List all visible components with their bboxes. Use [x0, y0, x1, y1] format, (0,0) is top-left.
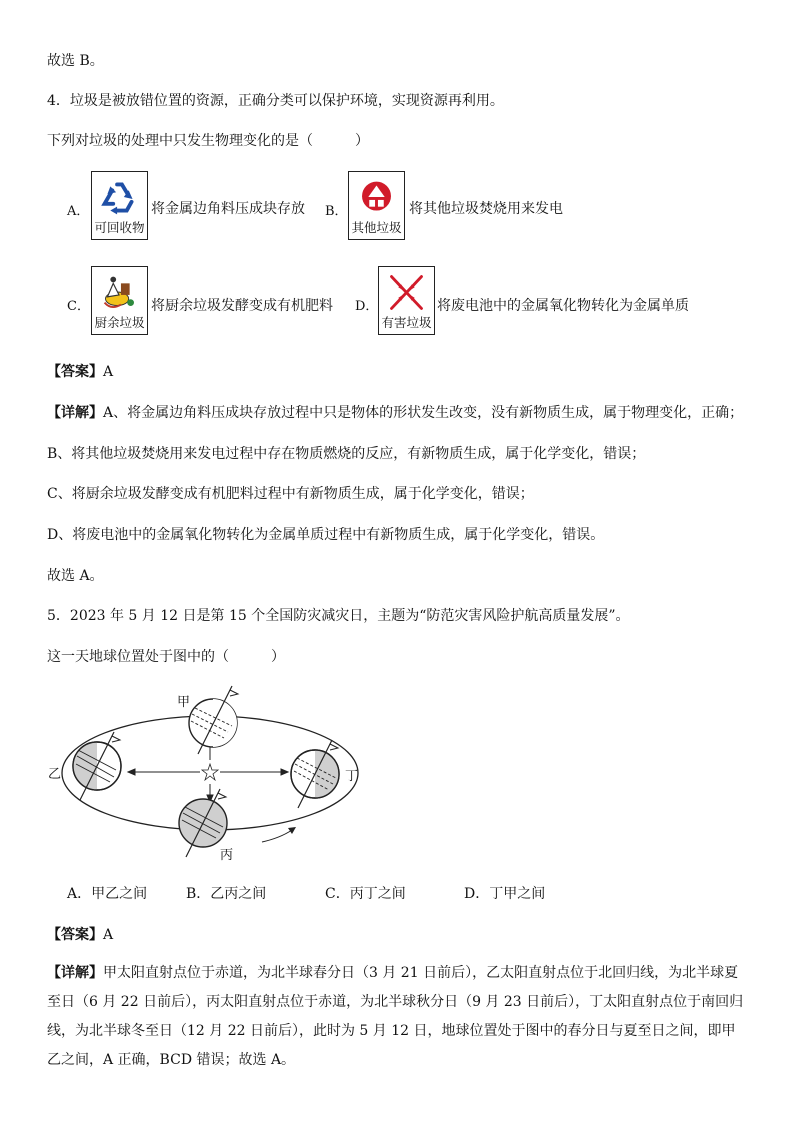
q4-stem: 4．垃圾是被放错位置的资源，正确分类可以保护环境，实现资源再利用。 [47, 93, 504, 109]
label-jia: 甲 [177, 695, 191, 710]
q5-choice-b: B．乙丙之间 [186, 886, 267, 902]
q4-option-d-label: D． [355, 299, 379, 314]
answer-value: A [103, 364, 114, 380]
earth-yi [73, 732, 121, 800]
answer-label: 【答案】 [47, 364, 103, 380]
q5-choice-c: C．丙丁之间 [325, 886, 406, 902]
hazardous-waste-icon [379, 269, 434, 317]
sun-icon [202, 764, 218, 780]
q4-conclusion: 故选 A。 [47, 568, 104, 584]
earth-ding [291, 740, 339, 808]
answer-label: 【答案】 [47, 927, 103, 943]
q4-question: 下列对垃圾的处理中只发生物理变化的是（ ） [47, 133, 369, 149]
q4-option-a-text: 将金属边角料压成块存放 [151, 201, 305, 217]
food-waste-caption: 厨余垃圾 [94, 315, 145, 330]
hazardous-waste-sign [378, 266, 435, 335]
label-yi: 乙 [48, 767, 62, 782]
other-waste-sign [348, 171, 405, 240]
food-waste-icon [92, 269, 147, 317]
orbit-direction-arrow [262, 827, 296, 842]
q4-option-a-label: A． [67, 204, 90, 219]
q5-detail [47, 959, 747, 1075]
detail-label: 【详解】 [47, 405, 103, 421]
q5-choice-d: D．丁甲之间 [464, 886, 546, 902]
earth-orbit-diagram [40, 680, 370, 870]
q4-answer [47, 361, 113, 381]
hazardous-waste-caption: 有害垃圾 [381, 315, 432, 330]
earth-jia [189, 686, 238, 754]
other-waste-icon [349, 174, 404, 222]
q5-question: 这一天地球位置处于图中的（ ） [47, 649, 285, 665]
answer-value: A [103, 927, 114, 943]
q4-option-c-text: 将厨余垃圾发酵变成有机肥料 [151, 298, 333, 314]
q5-detail-text: 甲太阳直射点位于赤道，为北半球春分日（3 月 21 日前后），乙太阳直射点位于北回归线，为北半球夏至日（6 月 22 日前后），丙太阳直射点位于赤道，为北半球秋分日（9 月 23 日前后），丁太阳直射点位于南回归线，为北半球冬至日（12 月 22 日前后），此时为 5 月 12 日，地球位置处于图中的春分日与夏至日之间，即甲乙之间，A 正确，BCD 错误；故选 A。 [47, 965, 744, 1068]
earth-bing [179, 789, 227, 857]
q4-detail-line-c: C、将厨余垃圾发酵变成有机肥料过程中有新物质生成，属于化学变化，错误； [47, 486, 534, 502]
previous-answer: 故选 B。 [47, 53, 104, 69]
q4-option-b-text: 将其他垃圾焚烧用来发电 [409, 201, 563, 217]
q4-option-d-text: 将废电池中的金属氧化物转化为金属单质 [437, 298, 689, 314]
detail-label: 【详解】 [47, 965, 103, 981]
recycle-icon [92, 174, 147, 222]
q4-detail-line-b: B、将其他垃圾焚烧用来发电过程中存在物质燃烧的反应，有新物质生成，属于化学变化，错误； [47, 446, 646, 462]
other-waste-caption: 其他垃圾 [351, 220, 402, 235]
recyclable-caption: 可回收物 [94, 220, 145, 235]
label-bing: 丙 [220, 848, 234, 863]
q5-answer [47, 924, 113, 944]
q4-option-b-label: B． [325, 204, 348, 219]
q4-detail-line-d: D、将废电池中的金属氧化物转化为金属单质过程中有新物质生成，属于化学变化，错误。 [47, 527, 605, 543]
label-ding: 丁 [345, 769, 359, 784]
recyclable-waste-sign [91, 171, 148, 240]
q5-stem: 5．2023 年 5 月 12 日是第 15 个全国防灾减灾日，主题为“防范灾害风险护航高质量发展”。 [47, 608, 630, 624]
food-waste-sign [91, 266, 148, 335]
q4-option-c-label: C． [67, 299, 90, 314]
q4-detail-line-a: 【详解】A、将金属边角料压成块存放过程中只是物体的形状发生改变，没有新物质生成，属于物理变化，正确； [47, 405, 744, 421]
q5-choice-a: A．甲乙之间 [67, 886, 148, 902]
